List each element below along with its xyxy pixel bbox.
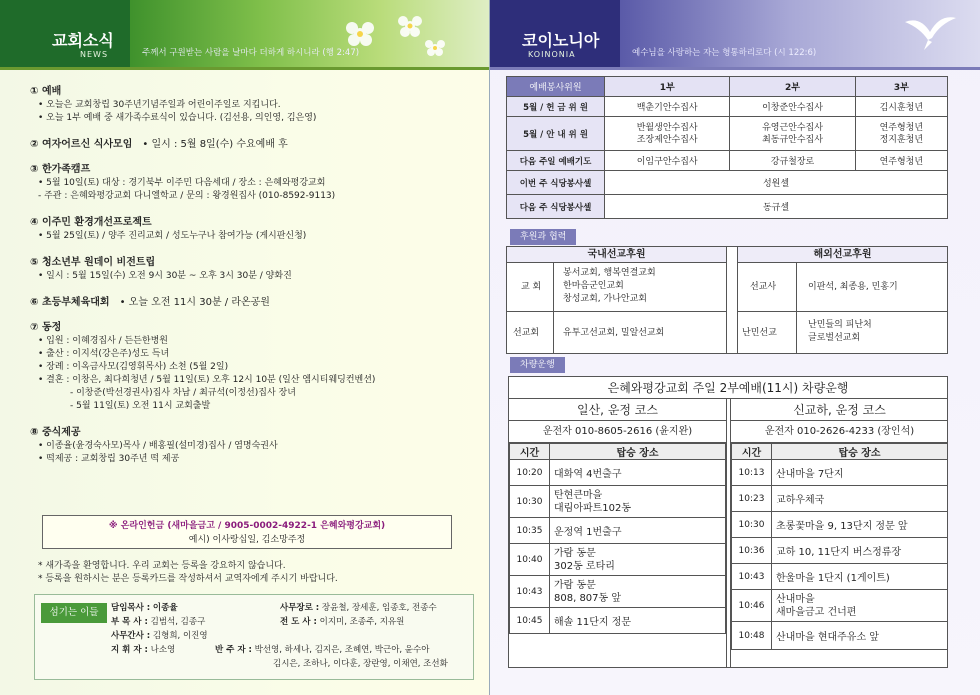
stop-time: 10:43 — [732, 564, 772, 590]
table-row — [507, 151, 948, 171]
table-row — [507, 77, 948, 97]
row-label: 다음 주 식당봉사셀 — [507, 195, 605, 219]
table-row — [510, 518, 726, 544]
section-title — [30, 293, 470, 308]
staff-key: 반 주 자 : — [215, 645, 252, 655]
list-item: • 결혼 : 이창은, 최다희청년 / 5월 11일(토) 오후 12시 10분 (일산 엠시티웨딩컨벤션) — [38, 375, 376, 385]
stop-place: 교하 10, 11단지 버스정류장 — [772, 538, 948, 564]
list-item: • 출산 : 이지석(강은주)성도 득녀 — [38, 349, 170, 359]
support-value — [808, 319, 872, 345]
staff-value: 나소영 — [150, 645, 176, 655]
table-row — [732, 538, 948, 564]
news-section-project — [30, 213, 470, 243]
list-item: • 떡제공 : 교회창립 30주년 떡 제공 — [38, 454, 180, 464]
news-section-camp — [30, 160, 470, 203]
stop-time: 10:43 — [510, 576, 550, 608]
table-cell: 백춘기안수집사 — [605, 97, 730, 117]
news-title: 교회소식 — [52, 31, 114, 50]
table-row — [732, 590, 948, 622]
list-item: • 입원 : 이혜경집사 / 든든한병원 — [38, 336, 169, 346]
course-name: 일산, 운정 코스 — [509, 399, 726, 421]
stop-place: 초롱꽃마을 9, 13단지 정문 앞 — [772, 512, 948, 538]
table-row — [507, 171, 948, 195]
table-row — [510, 486, 726, 518]
list-item: • 장례 : 이옥금사모(김영휘목사) 소천 (5월 2일) — [38, 362, 229, 372]
row-label: 이번 주 식당봉사셀 — [507, 171, 605, 195]
stop-place: 해솔 11단지 정문 — [550, 608, 726, 634]
section-title: ⑦ 동정 — [30, 322, 62, 333]
bus-schedule — [508, 376, 948, 668]
staff-row — [280, 601, 437, 613]
table-row — [732, 444, 948, 460]
list-subitem: - 5월 11일(토) 오전 11시 교회출발 — [70, 401, 211, 411]
offering-example: 예시) 이사랑십일, 김소망주정 — [188, 535, 306, 545]
col-time: 시간 — [510, 444, 550, 460]
staff-key: 담임목사 : — [111, 603, 151, 613]
table-row — [510, 608, 726, 634]
staff-value: 이종율 — [152, 603, 178, 613]
news-header — [0, 0, 489, 70]
stop-time: 10:23 — [732, 486, 772, 512]
table-cell: 연주형청년 — [855, 151, 947, 171]
course-name: 신교하, 운정 코스 — [731, 399, 948, 421]
list-item: • 이종율(윤경숙사모)목사 / 배홍필(설미경)집사 / 염명숙권사 — [38, 441, 278, 451]
stop-time: 10:30 — [732, 512, 772, 538]
table-row — [507, 97, 948, 117]
section-title — [30, 135, 470, 150]
support-box — [506, 246, 948, 354]
table-row — [510, 576, 726, 608]
online-offering-box — [42, 515, 452, 549]
staff-row — [111, 643, 175, 655]
table-row — [507, 195, 948, 219]
section-title-text: ⑥ 초등부체육대회 — [30, 297, 110, 308]
staff-box — [34, 594, 474, 680]
staff-row — [280, 615, 404, 627]
course-driver: 운전자 010-8605-2616 (윤지완) — [509, 421, 726, 443]
bus-tab: 차량운행 — [510, 357, 565, 373]
course-driver: 운전자 010-2626-4233 (장인석) — [731, 421, 948, 443]
section-note: • 일시 : 5월 8일(수) 수요예배 후 — [142, 139, 288, 150]
staff-key: 전 도 사 : — [280, 617, 317, 627]
staff-row — [111, 629, 208, 641]
stop-time: 10:45 — [510, 608, 550, 634]
table-row — [510, 544, 726, 576]
koinonia-verse: 예수님을 사랑하는 자는 형통하리로다 (시 122:6) — [632, 48, 817, 58]
staff-value: 김형희, 이진영 — [152, 631, 208, 641]
stop-time: 10:30 — [510, 486, 550, 518]
flower-icon — [330, 4, 460, 66]
stop-place: 탄현큰마을 대림아파트102동 — [550, 486, 726, 518]
staff-value: 장윤철, 장세훈, 임종호, 전종수 — [321, 603, 437, 613]
stop-place: 한울마을 1단지 (1게이트) — [772, 564, 948, 590]
stop-time: 10:20 — [510, 460, 550, 486]
stop-place: 가람 동문 302동 로타리 — [550, 544, 726, 576]
table-row — [732, 564, 948, 590]
staff-value: 김범석, 김종구 — [150, 617, 206, 627]
support-line: 봉서교회, 행복연결교회 — [563, 268, 656, 278]
table-row — [510, 444, 726, 460]
course-shingyoha — [730, 399, 948, 668]
support-line: 창성교회, 가나안교회 — [563, 294, 647, 304]
section-title: ③ 한가족캠프 — [30, 164, 91, 175]
news-section-family — [30, 318, 470, 413]
table-cell: 김시훈청년 — [855, 97, 947, 117]
table-header: 예배봉사위원 — [507, 77, 605, 97]
stop-place: 교하우체국 — [772, 486, 948, 512]
support-line: 글로벌선교회 — [808, 333, 861, 343]
stop-place: 산내마을 새마을금고 건너편 — [772, 590, 948, 622]
bus-title: 은혜와평강교회 주일 2부예배(11시) 차량운행 — [509, 377, 947, 399]
table-cell: 유영근안수집사 최동규안수집사 — [730, 117, 855, 151]
course-table — [509, 443, 726, 634]
note-line: * 등록을 원하시는 분은 등록카드를 작성하셔서 교역자에게 주시기 바랍니다. — [38, 574, 338, 584]
staff-key: 지 휘 자 : — [111, 645, 148, 655]
staff-value: 박선영, 하세나, 김지은, 조혜연, 박근아, 윤수아 — [254, 645, 430, 655]
col-place: 탑승 장소 — [772, 444, 948, 460]
koinonia-title: 코이노니아 — [522, 31, 600, 50]
registration-notes — [38, 560, 338, 586]
news-section-lunch — [30, 423, 470, 466]
row-label: 5월 / 안 내 위 원 — [507, 117, 605, 151]
stop-time: 10:35 — [510, 518, 550, 544]
table-header: 3부 — [855, 77, 947, 97]
table-row — [507, 117, 948, 151]
koinonia-header — [490, 0, 980, 70]
stop-time: 10:40 — [510, 544, 550, 576]
staff-value: 김시은, 조하나, 이다훈, 장란영, 이채연, 조선화 — [273, 659, 448, 669]
section-title: ④ 이주민 환경개선프로젝트 — [30, 217, 152, 228]
support-key: 난민선교 — [742, 328, 777, 338]
worship-staff-table — [506, 76, 948, 219]
staff-key: 부 목 사 : — [111, 617, 148, 627]
table-cell: 이임구안수집사 — [605, 151, 730, 171]
section-title: ① 예배 — [30, 86, 62, 97]
table-header: 2부 — [730, 77, 855, 97]
col-place: 탑승 장소 — [550, 444, 726, 460]
table-row — [510, 460, 726, 486]
note-line: * 새가족을 환영합니다. 우리 교회는 등록을 강요하지 않습니다. — [38, 561, 286, 571]
staff-key: 사무간사 : — [111, 631, 151, 641]
list-item: • 5월 10일(토) 대상 : 경기북부 이주민 다음세대 / 장소 : 은혜와평강교회 — [38, 178, 326, 188]
list-item: • 일시 : 5월 15일(수) 오전 9시 30분 ~ 오후 3시 30분 / 양화진 — [38, 271, 292, 281]
staff-key: 사무장로 : — [280, 603, 320, 613]
course-ilsan — [509, 399, 727, 668]
stop-place: 운정역 1번출구 — [550, 518, 726, 544]
support-line: 한마음군인교회 — [563, 281, 624, 291]
row-label: 다음 주일 예배기도 — [507, 151, 605, 171]
support-value — [563, 267, 656, 306]
stop-place: 가람 동문 808, 807동 앞 — [550, 576, 726, 608]
list-item: • 오늘 1부 예배 중 새가족수료식이 있습니다. (김선용, 의인영, 김은영) — [38, 113, 317, 123]
koinonia-subtitle: KOINONIA — [528, 50, 576, 59]
staff-row — [273, 657, 448, 669]
staff-tag: 섬기는 이들 — [41, 603, 107, 623]
table-row — [732, 460, 948, 486]
list-subitem: - 이창준(박선경권사)집사 차남 / 최규석(이정선)집사 장녀 — [70, 388, 296, 398]
domestic-support — [507, 247, 727, 353]
support-value: 이판석, 최종용, 민홍기 — [808, 282, 898, 292]
list-item: • 5월 25일(토) / 양주 진리교회 / 성도누구나 참여가능 (게시판신청) — [38, 231, 307, 241]
staff-row — [111, 601, 178, 613]
news-section-vision — [30, 253, 470, 283]
table-header: 1부 — [605, 77, 730, 97]
section-title-text: ② 여자어르신 식사모임 — [30, 139, 133, 150]
stop-time: 10:46 — [732, 590, 772, 622]
domestic-title: 국내선교후원 — [507, 247, 726, 263]
course-table — [731, 443, 948, 650]
news-section-meal — [30, 135, 470, 150]
stop-place: 대화역 4번출구 — [550, 460, 726, 486]
staff-row — [111, 615, 205, 627]
overseas-support — [737, 247, 947, 353]
section-title: ⑧ 중식제공 — [30, 427, 81, 438]
stop-time: 10:48 — [732, 622, 772, 650]
table-cell: 동규셀 — [605, 195, 948, 219]
stop-time: 10:36 — [732, 538, 772, 564]
support-key: 선교사 — [750, 282, 777, 292]
col-time: 시간 — [732, 444, 772, 460]
list-item: • 오늘은 교회창립 30주년기념주일과 어린이주일로 지킵니다. — [38, 100, 281, 110]
list-item: - 주관 : 은혜와평강교회 다니엘학교 / 문의 : 왕경원집사 (010-8592-9113) — [38, 191, 336, 201]
seagull-icon — [900, 10, 960, 55]
table-row — [732, 622, 948, 650]
support-key: 선교회 — [513, 328, 540, 338]
news-verse: 주께서 구원받는 사람을 날마다 더하게 하시니라 (행 2:47) — [142, 48, 360, 58]
support-value: 유투고선교회, 밀알선교회 — [563, 328, 665, 338]
offering-account: ※ 온라인헌금 (새마을금고 / 9005-0002-4922-1 은혜와평강교회) — [108, 521, 386, 531]
stop-place: 산내마을 현대주유소 앞 — [772, 622, 948, 650]
table-row — [732, 512, 948, 538]
section-note: • 오늘 오전 11시 30분 / 라온공원 — [119, 297, 270, 308]
news-content — [30, 82, 470, 476]
news-section-sports — [30, 293, 470, 308]
table-cell: 강규철장로 — [730, 151, 855, 171]
staff-value: 이지미, 조종주, 지유원 — [319, 617, 405, 627]
table-cell: 반월생안수집사 조장제안수집사 — [605, 117, 730, 151]
stop-place: 산내마을 7단지 — [772, 460, 948, 486]
table-cell: 성원셀 — [605, 171, 948, 195]
support-tab: 후원과 협력 — [510, 229, 576, 245]
table-row — [732, 486, 948, 512]
news-subtitle: NEWS — [80, 50, 109, 59]
table-cell: 이창준안수집사 — [730, 97, 855, 117]
stop-time: 10:13 — [732, 460, 772, 486]
table-cell: 연주형청년 정지훈청년 — [855, 117, 947, 151]
support-line: 난민들의 피난처 — [808, 320, 872, 330]
section-title: ⑤ 청소년부 원데이 비전트립 — [30, 257, 156, 268]
news-section-worship — [30, 82, 470, 125]
overseas-title: 해외선교후원 — [738, 247, 947, 263]
staff-row — [215, 643, 429, 655]
row-label: 5월 / 헌 금 위 원 — [507, 97, 605, 117]
support-key: 교 회 — [521, 282, 542, 292]
